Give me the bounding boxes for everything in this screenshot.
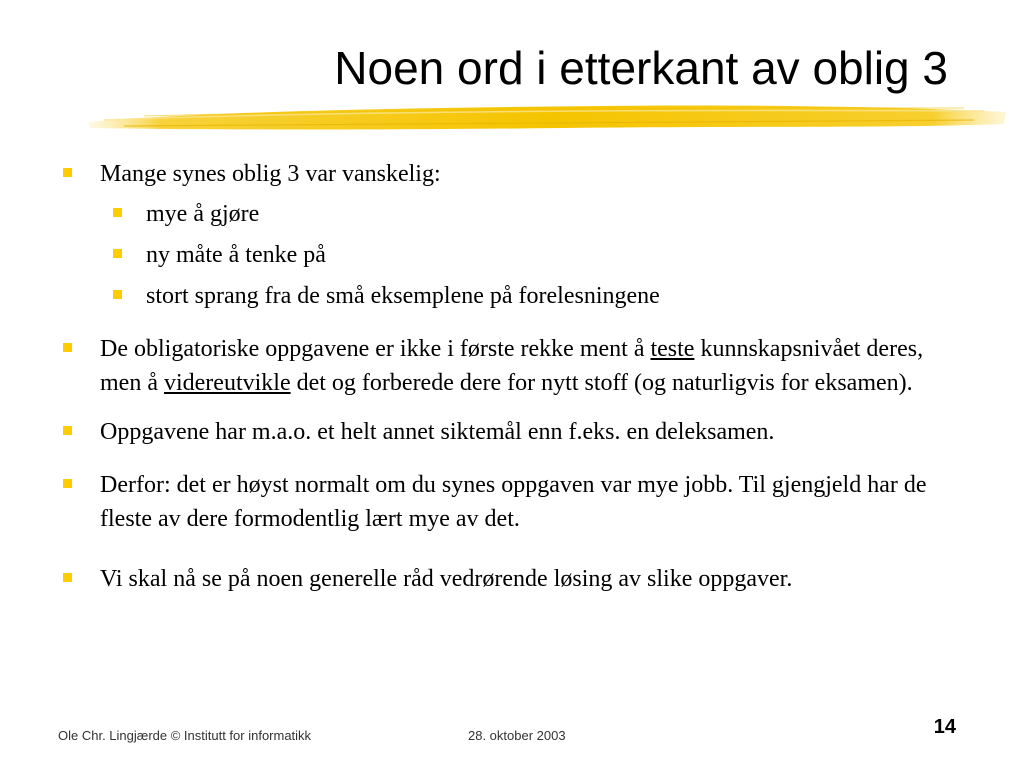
- square-bullet-icon: [63, 168, 72, 177]
- sub-bullet-item: [62, 238, 962, 272]
- bullet-text-part: De obligatoriske oppgavene er ikke i første rekke ment å: [100, 336, 651, 362]
- bullet-text: Derfor: det er høyst normalt om du synes oppgaven var mye jobb. Til gjengjeld har de fleste av dere formodentlig lært mye av det.: [100, 472, 927, 532]
- square-bullet-icon: [113, 208, 122, 217]
- square-bullet-icon: [63, 343, 72, 352]
- bullet-item: [62, 562, 962, 596]
- page-number: 14: [933, 716, 956, 738]
- bullet-item: [62, 157, 962, 191]
- square-bullet-icon: [113, 249, 122, 258]
- sub-bullet-text: ny måte å tenke på: [146, 242, 326, 268]
- square-bullet-icon: [63, 573, 72, 582]
- bullet-item: [62, 332, 962, 400]
- bullet-text: Vi skal nå se på noen generelle råd vedrørende løsing av slike oppgaver.: [100, 566, 793, 592]
- underlined-word-teste: teste: [650, 336, 695, 362]
- footer-author: Ole Chr. Lingjærde © Institutt for informatikk: [58, 728, 312, 743]
- bullet-text-part: det og forberede dere for nytt stoff (og naturligvis for eksamen).: [290, 370, 913, 396]
- square-bullet-icon: [63, 479, 72, 488]
- underlined-word-videreutvikle: videreutvikle: [163, 370, 291, 396]
- slide-body: [62, 157, 962, 596]
- sub-bullet-text: stort sprang fra de små eksemplene på forelesningene: [146, 283, 660, 309]
- slide-title: Noen ord i etterkant av oblig 3: [334, 42, 948, 94]
- yellow-brush-stroke: [84, 98, 1010, 136]
- square-bullet-icon: [63, 426, 72, 435]
- bullet-item: [62, 468, 962, 536]
- sub-bullet-item: [62, 197, 962, 231]
- bullet-text: Oppgavene har m.a.o. et helt annet siktemål enn f.eks. en deleksamen.: [100, 419, 775, 445]
- sub-bullet-item: [62, 279, 962, 313]
- square-bullet-icon: [113, 290, 122, 299]
- bullet-text: Mange synes oblig 3 var vanskelig:: [100, 161, 441, 187]
- footer-date: 28. oktober 2003: [468, 728, 566, 743]
- sub-bullet-text: mye å gjøre: [146, 201, 260, 227]
- bullet-text-part: kunnskapsnivået deres, men å: [100, 336, 924, 396]
- bullet-item: [62, 415, 962, 449]
